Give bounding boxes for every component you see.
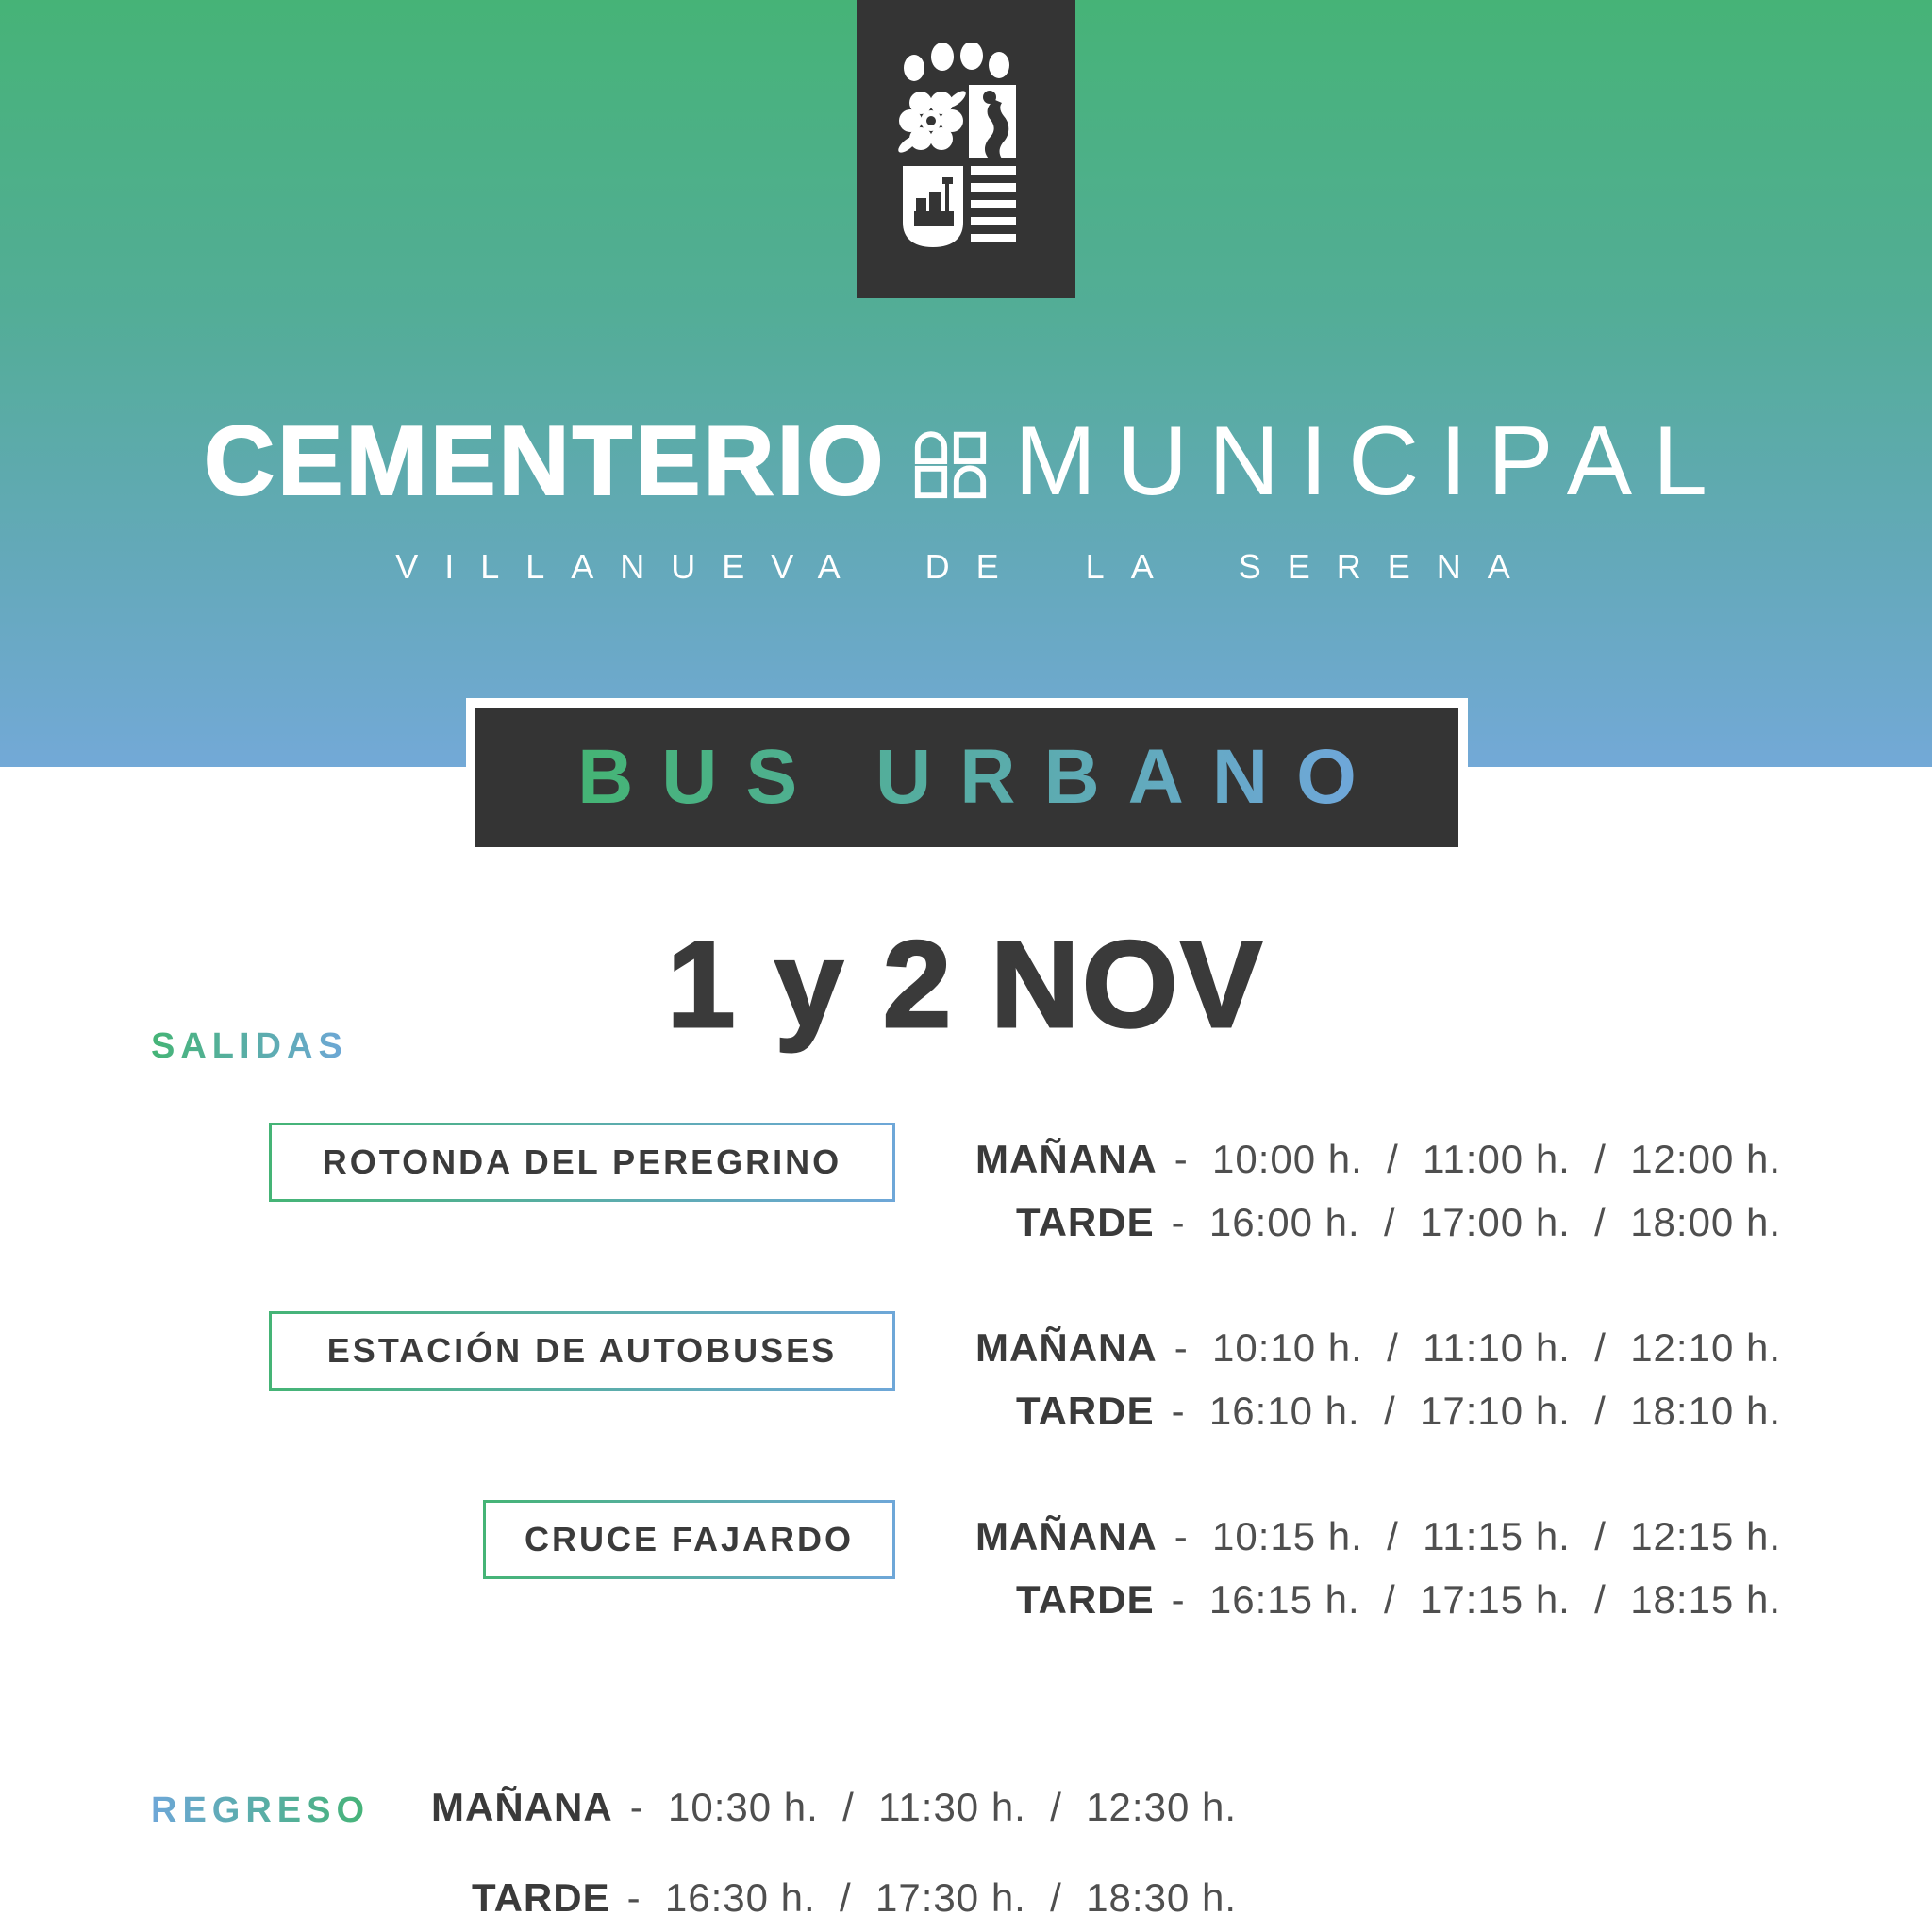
time-row [975, 1137, 1781, 1182]
salidas-label: SALIDAS [151, 1026, 348, 1066]
time-row [431, 1785, 1237, 1830]
stop-box-rotonda-del-peregrino [269, 1123, 895, 1202]
time-values: - 10:15 h. / 11:15 h. / 12:15 h. [1174, 1514, 1781, 1558]
time-row [975, 1514, 1781, 1559]
time-label: MAÑANA [975, 1325, 1158, 1370]
time-label: MAÑANA [431, 1785, 613, 1829]
time-row [975, 1325, 1781, 1371]
time-values: - 10:10 h. / 11:10 h. / 12:10 h. [1174, 1325, 1781, 1370]
bus-urbano-label: BUS URBANO [549, 733, 1385, 822]
time-values: - 16:10 h. / 17:10 h. / 18:10 h. [1171, 1389, 1781, 1433]
logo-box [857, 0, 1075, 298]
time-label: TARDE [1016, 1200, 1155, 1244]
time-values: - 16:15 h. / 17:15 h. / 18:15 h. [1171, 1577, 1781, 1622]
time-values: - 16:00 h. / 17:00 h. / 18:00 h. [1171, 1200, 1781, 1244]
time-label: TARDE [472, 1875, 610, 1920]
stop-name: CRUCE FAJARDO [524, 1520, 855, 1558]
title-cementerio: CEMENTERIO [204, 407, 887, 516]
coat-of-arms-icon [895, 43, 1037, 256]
title-municipal: MUNICIPAL [1014, 407, 1728, 516]
stop-name: ESTACIÓN DE AUTOBUSES [326, 1331, 838, 1370]
cemetery-niches-icon [910, 423, 990, 502]
stop-box-cruce-fajardo [483, 1500, 895, 1579]
time-values: - 10:30 h. / 11:30 h. / 12:30 h. [629, 1785, 1237, 1829]
date-heading: 1 y 2 NOV [667, 915, 1265, 1053]
time-label: TARDE [1016, 1577, 1155, 1622]
time-row [1016, 1389, 1781, 1434]
time-label: TARDE [1016, 1389, 1155, 1433]
main-title [0, 406, 1932, 518]
time-values: - 16:30 h. / 17:30 h. / 18:30 h. [626, 1875, 1237, 1920]
time-label: MAÑANA [975, 1514, 1158, 1558]
bus-urbano-banner [466, 698, 1468, 857]
bus-urbano-banner-inner [475, 708, 1458, 847]
stop-name: ROTONDA DEL PEREGRINO [322, 1142, 842, 1181]
time-label: MAÑANA [975, 1137, 1158, 1181]
time-values: - 10:00 h. / 11:00 h. / 12:00 h. [1174, 1137, 1781, 1181]
regreso-label: REGRESO [151, 1790, 371, 1830]
subtitle: VILLANUEVA DE LA SERENA [395, 547, 1537, 586]
time-row [1016, 1200, 1781, 1245]
time-row [472, 1875, 1237, 1921]
time-row [1016, 1577, 1781, 1623]
stop-box-estacion-de-autobuses [269, 1311, 895, 1391]
